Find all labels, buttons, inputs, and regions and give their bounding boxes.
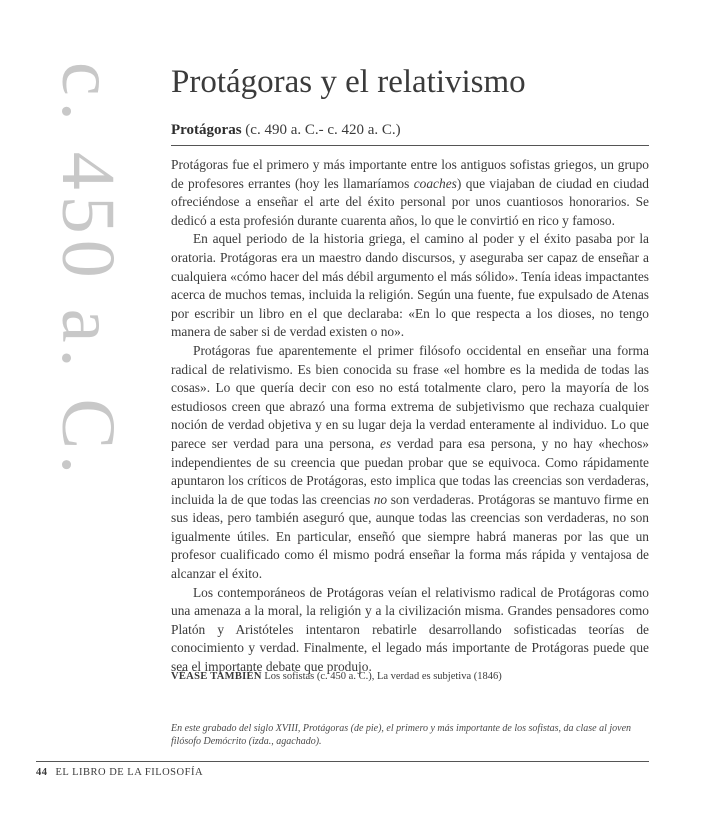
paragraph-4: Los contemporáneos de Protágoras veían el relativismo radical de Protágoras como una amenaza a la moral, la religión y a la civilización misma. Grandes pensadores como Platón y Aristóteles intentaron rebatirle desarrollando sofisticadas teorías de conocimiento y verdad. Finalmente, el legado más importante de Protágoras puede que sea el importante debate que produjo. [171, 584, 649, 675]
footer-divider [36, 761, 649, 762]
paragraph-1-part-a: Protágoras fue el primero y más importante entre los antiguos sofistas griegos, un grupo de profesores errantes (hoy les llamaríamos [171, 157, 649, 191]
see-also [171, 671, 649, 682]
paragraph-3 [171, 342, 649, 584]
article-body [171, 156, 649, 677]
person-dates: (c. 490 a. C.- c. 420 a. C.) [241, 122, 401, 138]
see-also-label: VÉASE TAMBIÉN [171, 671, 262, 682]
sidebar-date: c. 450 a. C. [46, 62, 130, 481]
page-footer [36, 767, 203, 778]
person-name: Protágoras [171, 122, 242, 138]
paragraph-3-emphasis-1: es [380, 435, 392, 451]
book-title: EL LIBRO DE LA FILOSOFÍA [55, 767, 204, 778]
image-caption: En este grabado del siglo XVIII, Protágoras (de pie), el primero y más importante de los sofistas, da clase al joven filósofo Demócrito (izda., agachado). [171, 723, 632, 747]
person-heading [171, 122, 649, 146]
paragraph-1-part-b: ) que viajaban de ciudad en ciudad ofreciéndose a enseñar el arte del éxito personal por unos cuantiosos honorarios. Se dedicó a esta profesión durante cuarenta años, lo que le convirtió en rico y famoso. [171, 175, 649, 228]
page-title: Protágoras y el relativismo [171, 64, 526, 100]
page-number: 44 [36, 767, 48, 778]
paragraph-2: En aquel periodo de la historia griega, el camino al poder y el éxito pasaba por la oratoria. Protágoras era un maestro dando discursos, y aseguraba ser capaz de enseñar a cualquiera «cómo hacer del más débil argumento el más sólido». Tenía ideas impactantes acerca de muchos temas, incluida la religión. Según una fuente, fue expulsado de Atenas por escribir un libro en el que declaraba: «En lo que respecta a los dioses, no tengo manera de saber si de verdad existen o no». [171, 231, 649, 340]
see-also-text: Los sofistas (c. 450 a. C.), La verdad es subjetiva (1846) [261, 671, 502, 682]
paragraph-1 [171, 156, 649, 230]
paragraph-1-emphasis: coaches [413, 175, 457, 191]
paragraph-3-part-b: verdad para esa persona, y no hay «hechos» independientes de su creencia que puedan probar que se equivoca. Como rápidamente apuntaron los críticos de Protágoras, esto implica que todas las creencias son verdaderas, incluida la de que todas las creencias [171, 435, 649, 507]
paragraph-3-part-a: Protágoras fue aparentemente el primer filósofo occidental en enseñar una forma radical de relativismo. Es bien conocida su frase «el hombre es la medida de todas las cosas». Lo que quería decir con eso no está totalmente claro, pero la mayoría de los estudiosos creen que abrazó una forma extrema de subjetivismo que rechaza cualquier noción de verdad objetiva y en su lugar deja la verdad enteramente al individuo. Lo que parece ser verdad para una persona, [171, 342, 649, 451]
paragraph-3-emphasis-2: no [373, 491, 388, 507]
paragraph-3-part-c: son verdaderas. Protágoras se mantuvo firme en sus ideas, pero también aseguró que, aunque todas las creencias son verdaderas, no son igualmente útiles. En particular, enseñó que siempre habrá maneras por las que un profesor cualificado como él mismo podrá enseñar la forma más rápida y ventajosa de alcanzar el éxito. [171, 491, 649, 582]
